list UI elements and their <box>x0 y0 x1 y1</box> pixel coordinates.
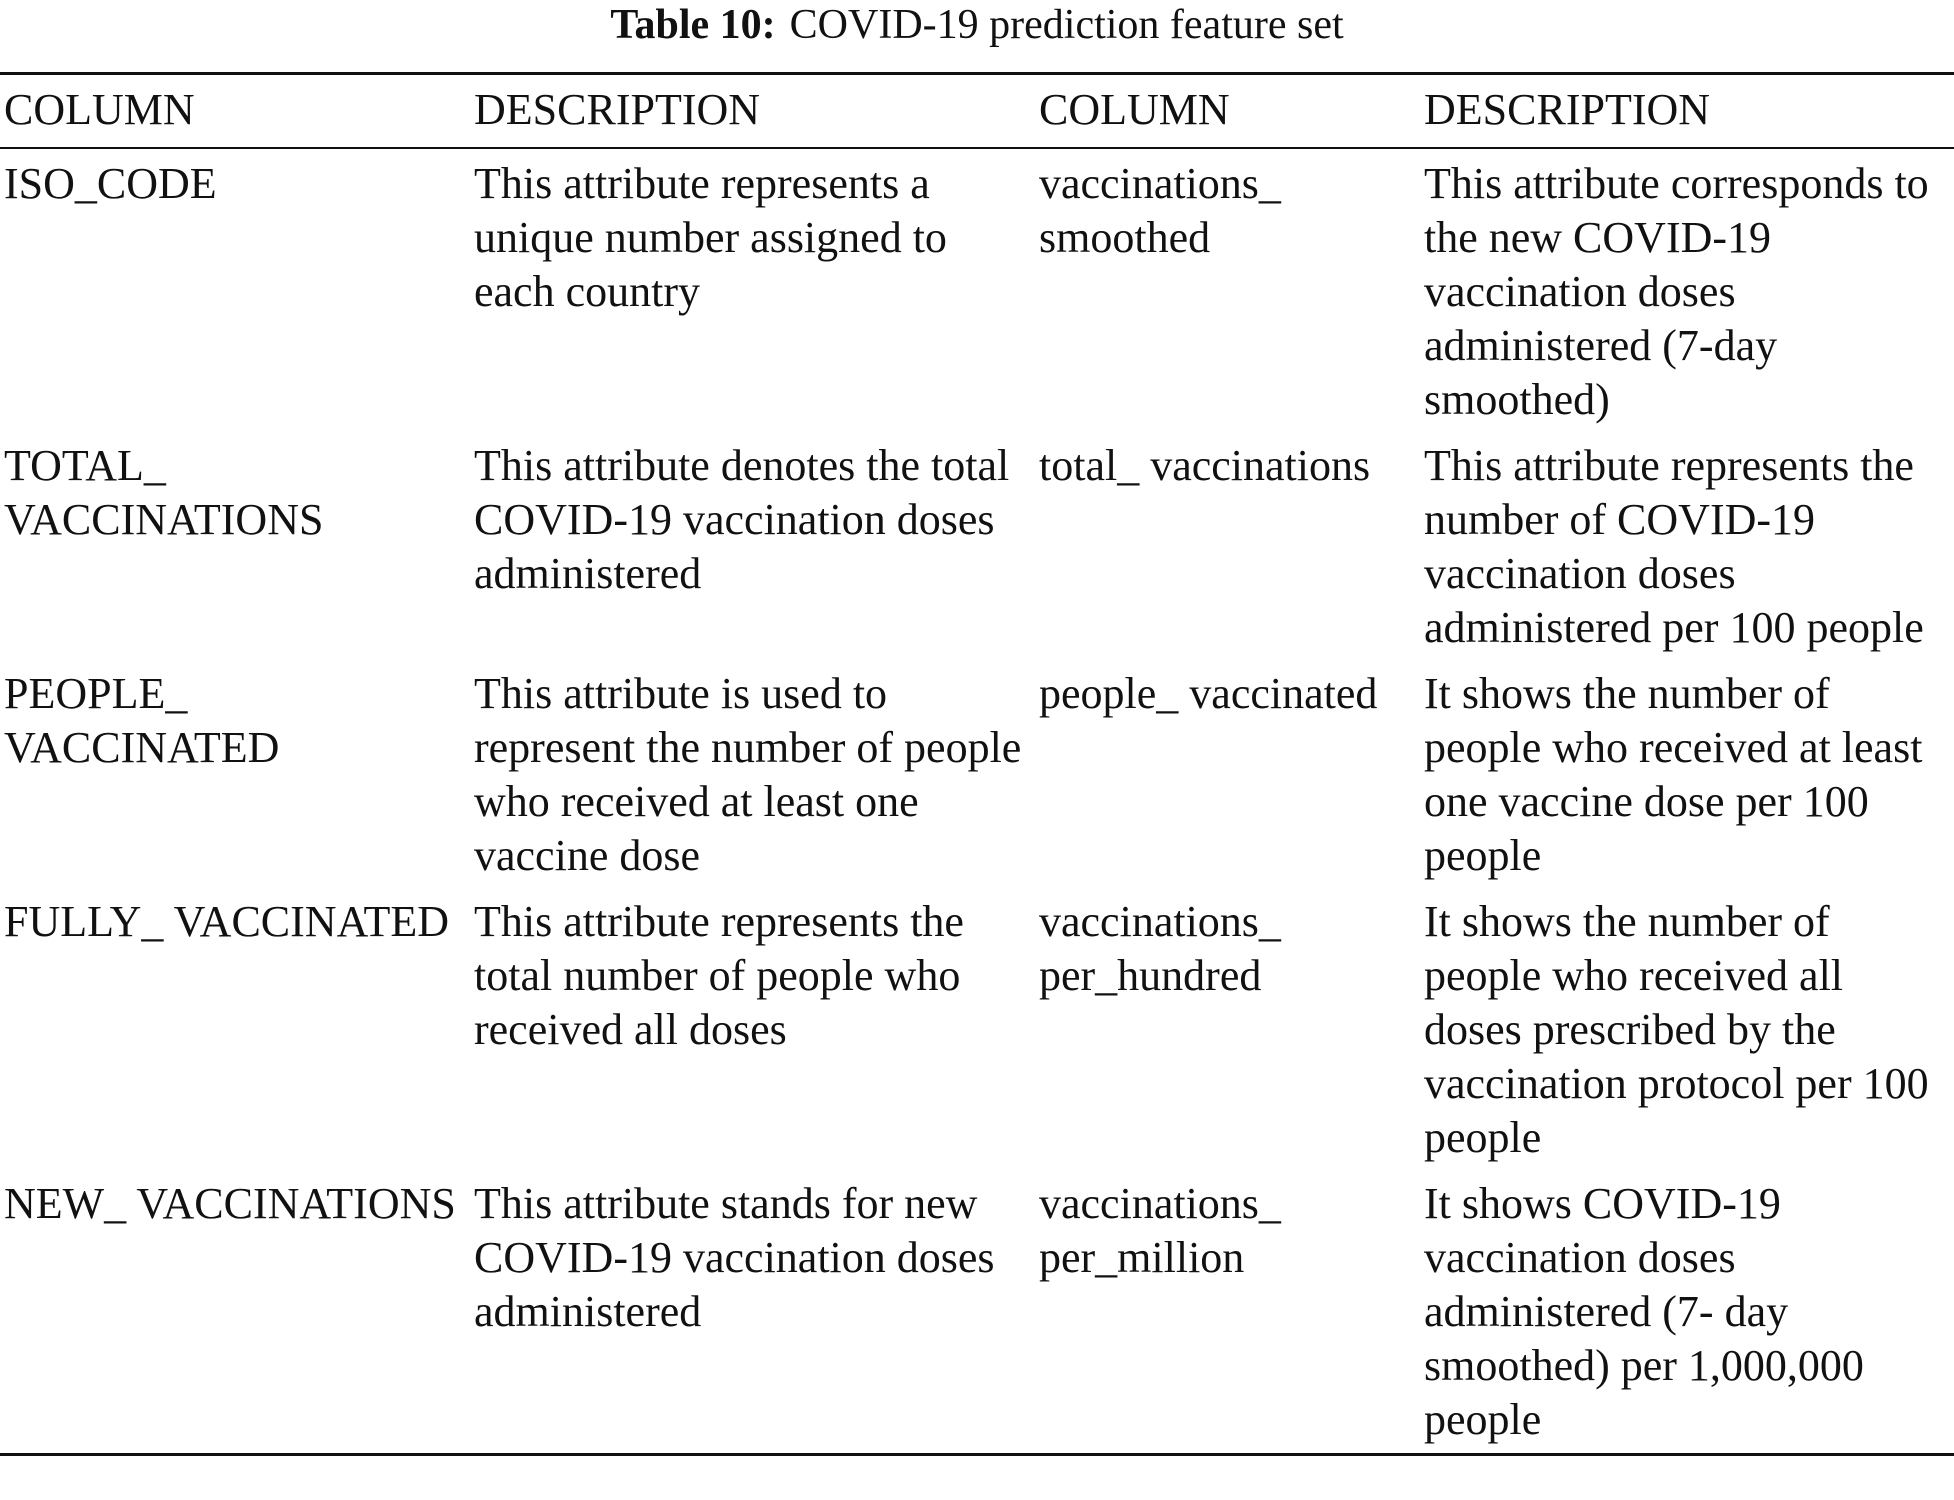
cell-text: ISO_CODE <box>4 159 217 208</box>
row-description <box>470 1169 1035 1455</box>
row-column-name <box>1035 148 1420 431</box>
feature-table <box>0 72 1954 1456</box>
cell-text: NEW_ VACCINATIONS <box>4 1179 456 1228</box>
cell-text: This attribute represents the number of COVID-19 vaccination doses administered per 100 people <box>1424 441 1924 652</box>
row-description <box>470 887 1035 1169</box>
table-row <box>0 659 1954 887</box>
row-description <box>470 148 1035 431</box>
cell-text: total_ vaccinations <box>1039 441 1371 490</box>
cell-text: This attribute corresponds to the new COVID-19 vaccination doses administered (7-day smoothed) <box>1424 159 1929 424</box>
cell-text: vaccinations_ per_hundred <box>1039 897 1281 1000</box>
cell-text: This attribute is used to represent the number of people who received at least one vaccine dose <box>474 669 1022 880</box>
cell-text: This attribute represents the total number of people who received all doses <box>474 897 964 1054</box>
table-caption <box>0 0 1954 50</box>
row-column-name <box>0 148 470 431</box>
row-description <box>470 431 1035 659</box>
cell-text: vaccinations_ smoothed <box>1039 159 1281 262</box>
cell-text: TOTAL_ VACCINATIONS <box>4 441 324 544</box>
cell-text: This attribute denotes the total COVID-19 vaccination doses administered <box>474 441 1010 598</box>
cell-text: FULLY_ VACCINATED <box>4 897 450 946</box>
table-row <box>0 1169 1954 1455</box>
header-description-1: DESCRIPTION <box>470 74 1035 149</box>
row-description <box>1420 148 1954 431</box>
table-caption-text: COVID-19 prediction feature set <box>789 2 1344 48</box>
cell-text: It shows the number of people who received all doses prescribed by the vaccination protocol per 100 people <box>1424 897 1929 1162</box>
header-column-2: COLUMN <box>1035 74 1420 149</box>
row-description <box>1420 659 1954 887</box>
header-description-2: DESCRIPTION <box>1420 74 1954 149</box>
cell-text: This attribute stands for new COVID-19 vaccination doses administered <box>474 1179 995 1336</box>
row-column-name <box>0 431 470 659</box>
row-column-name <box>1035 659 1420 887</box>
cell-text: It shows COVID-19 vaccination doses administered (7- day smoothed) per 1,000,000 people <box>1424 1179 1864 1444</box>
row-description <box>1420 887 1954 1169</box>
cell-text: vaccinations_ per_million <box>1039 1179 1281 1282</box>
header-row <box>0 74 1954 149</box>
cell-text: PEOPLE_ VACCINATED <box>4 669 280 772</box>
table-row <box>0 887 1954 1169</box>
table-caption-label: Table 10: <box>610 2 776 48</box>
row-description <box>1420 1169 1954 1455</box>
row-column-name <box>0 1169 470 1455</box>
row-column-name <box>0 659 470 887</box>
row-column-name <box>0 887 470 1169</box>
row-column-name <box>1035 1169 1420 1455</box>
cell-text: It shows the number of people who received at least one vaccine dose per 100 people <box>1424 669 1923 880</box>
cell-text: This attribute represents a unique number assigned to each country <box>474 159 947 316</box>
header-column-1: COLUMN <box>0 74 470 149</box>
table-header <box>0 74 1954 149</box>
table-row <box>0 148 1954 431</box>
row-column-name <box>1035 431 1420 659</box>
row-description <box>1420 431 1954 659</box>
row-column-name <box>1035 887 1420 1169</box>
table-body <box>0 148 1954 1455</box>
cell-text: people_ vaccinated <box>1039 669 1378 718</box>
table-row <box>0 431 1954 659</box>
row-description <box>470 659 1035 887</box>
